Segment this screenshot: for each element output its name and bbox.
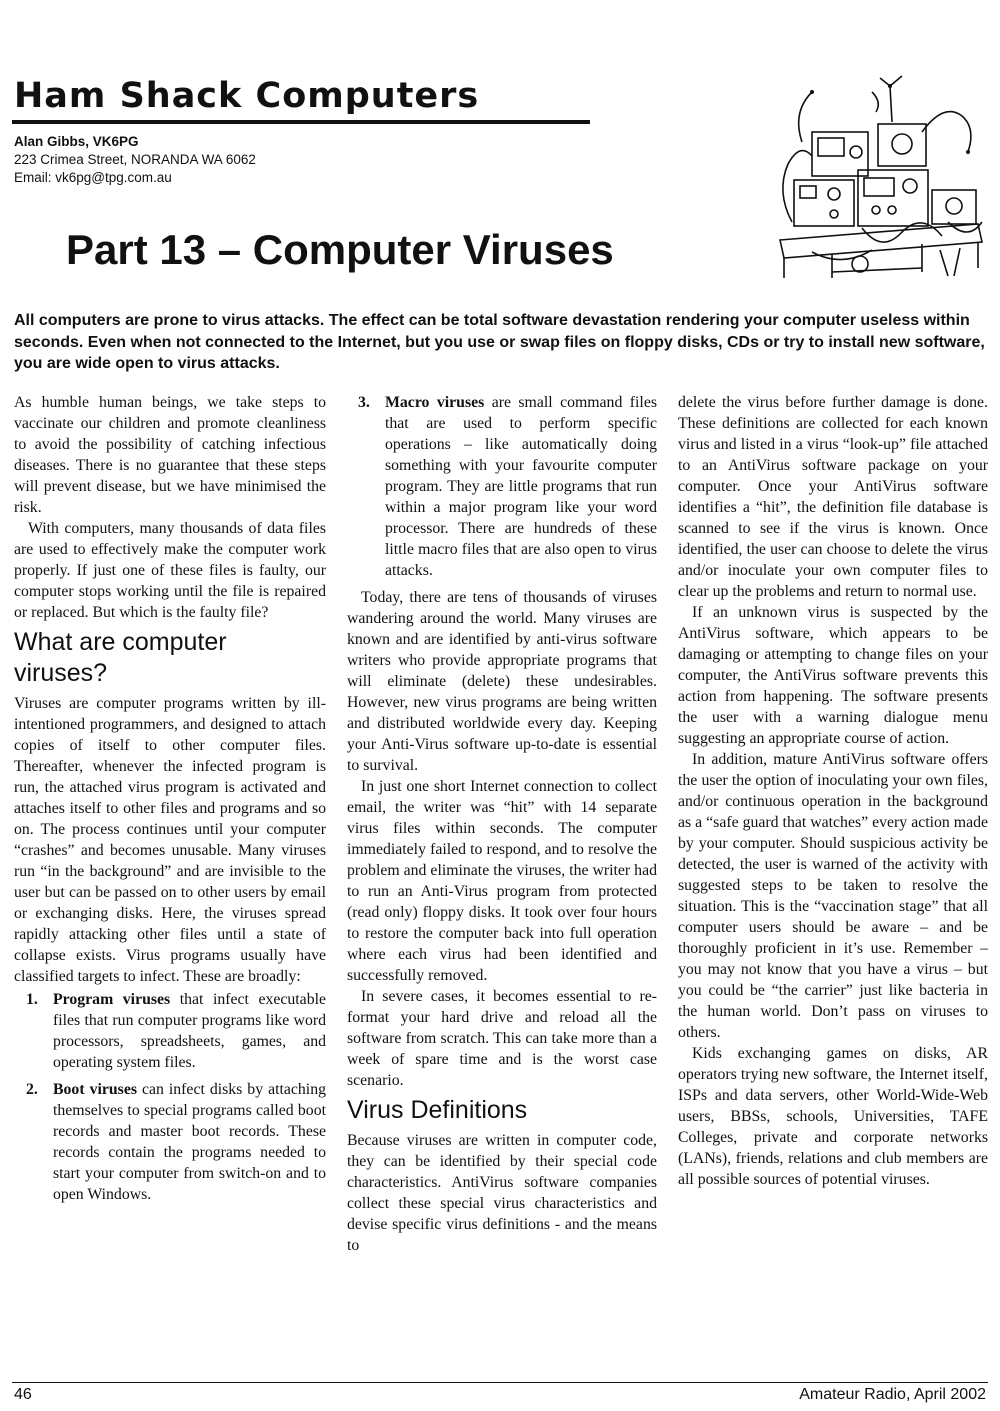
author-block xyxy=(14,133,256,187)
paragraph: In severe cases, it becomes essential to re-format your hard drive and reload all the software from scratch. This can take more than a week of spare time and is the worst case scenario. xyxy=(347,988,657,1089)
paragraph: Viruses are computer programs written by ill-intentioned programmers, and designed to attach copies of itself to other computer files. Thereafter, whenever the infected program is run, the attached virus program is activated and attaches itself to other files and programs and so on. The process continues until your computer “crashes” and becomes unusable. Many viruses run “in the background” and are invisible to the user but can be passed on to other users by email or exchanging disks. Here, the viruses spread rapidly attacking other files until a state of collapse exists. Virus programs usually have classified targets to infect. These are broadly: xyxy=(14,695,326,985)
text-column-3 xyxy=(678,392,988,1190)
list-term: Boot viruses xyxy=(53,1081,137,1098)
author-address: 223 Crimea Street, NORANDA WA 6062 xyxy=(14,152,256,167)
section-heading: Virus Definitions xyxy=(347,1096,528,1124)
list-text: that infect executable files that run computer programs like word processors, spreadsheets, games, and operating system files. xyxy=(53,991,326,1071)
text-column-2 xyxy=(347,392,657,1256)
paragraph: As humble human beings, we take steps to vaccinate our children and promote cleanliness to avoid the possibility of catching infectious diseases. There is no guarantee that these steps will prevent disease, but we have minimised the risk. xyxy=(14,394,326,516)
author-email: Email: vk6pg@tpg.com.au xyxy=(14,170,172,185)
article-title: Part 13 – Computer Viruses xyxy=(66,226,614,273)
list-item xyxy=(14,989,326,1073)
paragraph: In addition, mature AntiVirus software offers the user the option of inoculating your own files, and/or continuous operation in the background as a “safe guard that watches” every action made by your computer. Should suspicious activity be detected, the user is warned of the activity with suggested steps to be taken to resolve the situation. This is the “vaccination stage” that all computer users should be aware – and be thoroughly proficient in it’s use. Remember – you may not know that you have a virus – but you could be “the carrier” just like bacteria in the human world. Don’t pass on viruses to others. xyxy=(678,751,988,1041)
paragraph: With computers, many thousands of data files are used to effectively make the computer work properly. If just one of these files is faulty, our computer stops working until the file is repaired or replaced. But which is the faulty file? xyxy=(14,520,326,621)
title-underline xyxy=(12,120,590,124)
paragraph: delete the virus before further damage is done. These definitions are collected for each known virus and listed in a virus “look-up” file attached to an AntiVirus software package on your computer. Once your AntiVirus software identifies a “hit”, the definition file database is scanned to see if the virus is known. Once identified, the user can choose to delete the virus and/or inoculate your own computer files to clear up the problems and return to normal use. xyxy=(678,394,988,600)
footer-rule xyxy=(12,1382,988,1383)
publication-credit: Amateur Radio, April 2002 xyxy=(799,1386,986,1403)
paragraph: Because viruses are written in computer code, they can be identified by their special code characteristics. AntiVirus software companies collect these special virus characteristics and devise specific virus definitions - and the means to xyxy=(347,1132,657,1254)
list-term: Program viruses xyxy=(53,991,171,1008)
author-name: Alan Gibbs, VK6PG xyxy=(14,134,139,149)
section-heading: What are computer viruses? xyxy=(14,628,227,687)
lead-paragraph: All computers are prone to virus attacks. The effect can be total software devastation rendering your computer useless within seconds. Even when not connected to the Internet, but you use or swap files on floppy disks, CDs or try to install new software, you are wide open to virus attacks. xyxy=(14,312,985,372)
column-title: Ham Shack Computers xyxy=(14,76,480,116)
paragraph: Today, there are tens of thousands of viruses wandering around the world. Many viruses are known and are identified by anti-virus software writers who provide appropriate programs that will eliminate (delete) these undesirables. However, new virus programs are being written and distributed worldwide every day. Keeping your Anti-Virus software up-to-date is essential to survival. xyxy=(347,589,657,774)
paragraph: Kids exchanging games on disks, AR operators trying new software, the Internet itself, ISPs and data servers, other World-Wide-Web users, BBSs, schools, Universities, TAFE Colleges, private and corporate networks (LANs), friends, relations and club members are all possible sources of potential viruses. xyxy=(678,1045,988,1188)
list-item xyxy=(347,392,657,581)
paragraph: If an unknown virus is suspected by the AntiVirus software, which appears to be damaging or attempting to change files on your computer, the AntiVirus software prevents this action from happening. The software presents the user with a warning dialogue menu suggesting an appropriate course of action. xyxy=(678,604,988,747)
paragraph: In just one short Internet connection to collect email, the writer was “hit” with 14 separate virus files within seconds. The computer immediately failed to respond, and to resolve the problem and eliminate the viruses, the writer had to run an Anti-Virus program from protected (read only) floppy disks. It took over four hours to restore the computer back into full operation where each virus had been identified and successfully removed. xyxy=(347,778,657,984)
list-number: 1. xyxy=(26,991,38,1008)
text-column-1 xyxy=(14,392,326,1211)
list-term: Macro viruses xyxy=(385,394,485,411)
list-number: 3. xyxy=(358,394,370,411)
page-number: 46 xyxy=(14,1386,32,1403)
list-number: 2. xyxy=(26,1081,38,1098)
ham-shack-illustration-icon xyxy=(772,72,990,282)
list-item xyxy=(14,1079,326,1205)
list-text: can infect disks by attaching themselves to special programs called boot records and master boot records. These records contain the programs needed to start your computer from switch-on and to open Windows. xyxy=(53,1081,326,1203)
list-text: are small command files that are used to perform specific operations – like automatically doing something with your favourite computer program. They are little programs that run within a major program like your word processor. There are hundreds of these little macro files that are also open to virus attacks. xyxy=(385,394,657,579)
